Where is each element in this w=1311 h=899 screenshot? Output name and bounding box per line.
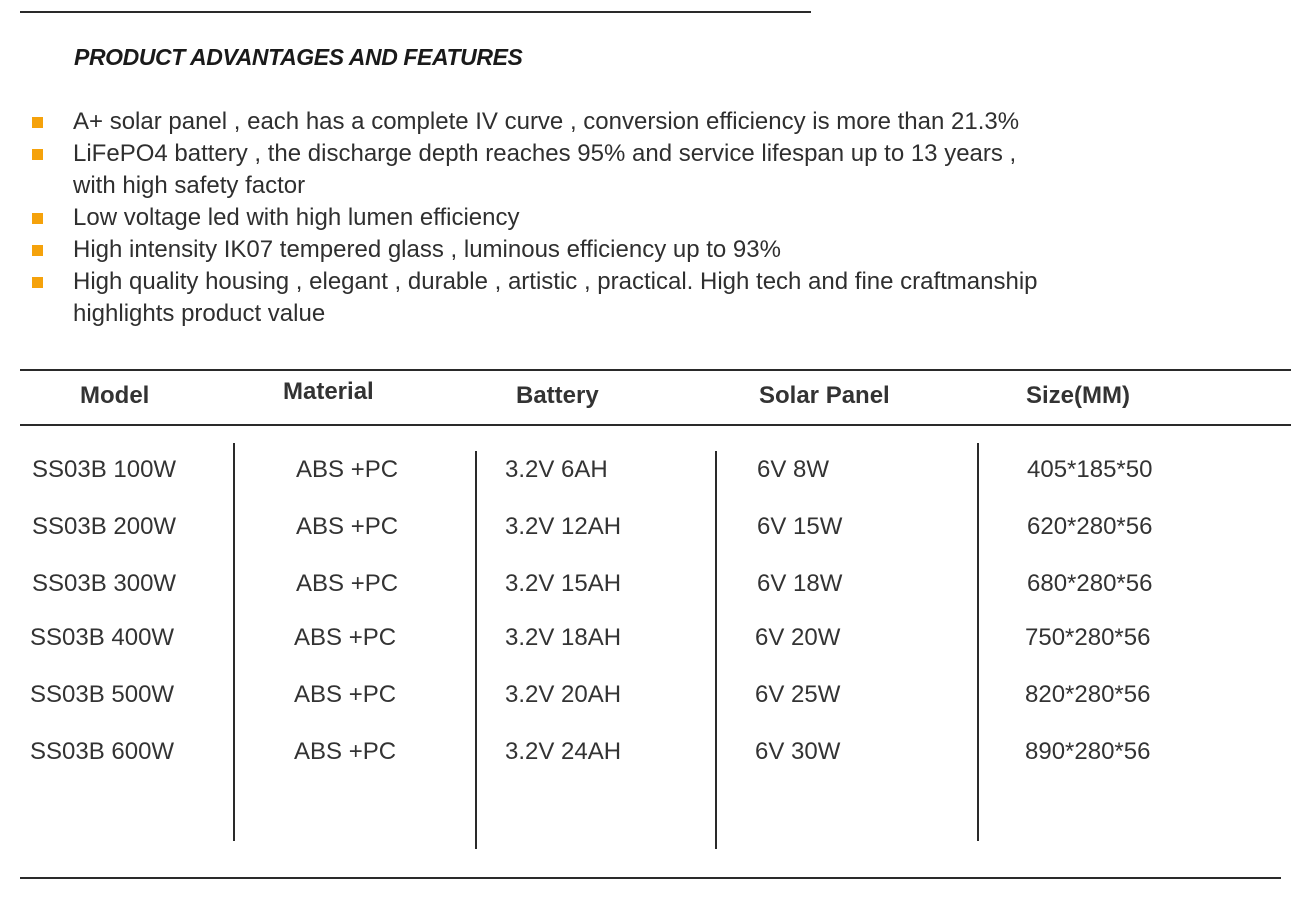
table-bottom-rule [20,877,1281,879]
table-cell-battery: 3.2V 24AH [505,738,622,765]
feature-item: LiFePO4 battery , the discharge depth reaches 95% and service lifespan up to 13 years , with high safety factor [30,138,1230,202]
header-material: Material [283,378,374,405]
top-rule [20,11,811,13]
table-cell-model: SS03B 100W [32,456,177,483]
table-cell-size: 680*280*56 [1027,570,1153,597]
header-size: Size(MM) [1026,382,1130,409]
table-top-rule [20,369,1291,371]
header-battery: Battery [516,382,599,409]
feature-item: High intensity IK07 tempered glass , luminous efficiency up to 93% [30,234,1230,266]
table-cell-battery: 3.2V 6AH [505,456,608,483]
table-cell-size: 405*185*50 [1027,456,1153,483]
column-divider [715,451,717,849]
table-cell-material: ABS +PC [294,624,397,651]
table-cell-material: ABS +PC [296,570,399,597]
table-cell-solar-panel: 6V 25W [755,681,841,708]
header-model: Model [80,382,150,409]
table-cell-battery: 3.2V 18AH [505,624,622,651]
features-list [30,106,1230,330]
table-cell-material: ABS +PC [294,738,397,765]
table-cell-model: SS03B 200W [32,513,177,540]
square-bullet-icon [32,117,43,128]
table-cell-solar-panel: 6V 8W [757,456,830,483]
table-header-rule [20,424,1291,426]
table-cell-size: 890*280*56 [1025,738,1151,765]
table-cell-solar-panel: 6V 15W [757,513,843,540]
column-divider [475,451,477,849]
column-divider [233,443,235,841]
table-cell-solar-panel: 6V 18W [757,570,843,597]
table-cell-battery: 3.2V 15AH [505,570,622,597]
table-cell-model: SS03B 400W [30,624,175,651]
table-cell-material: ABS +PC [296,513,399,540]
feature-item: Low voltage led with high lumen efficiency [30,202,1230,234]
table-cell-material: ABS +PC [296,456,399,483]
feature-item: A+ solar panel , each has a complete IV curve , conversion efficiency is more than 21.3% [30,106,1230,138]
table-cell-battery: 3.2V 20AH [505,681,622,708]
table-cell-solar-panel: 6V 30W [755,738,841,765]
square-bullet-icon [32,213,43,224]
feature-item: High quality housing , elegant , durable , artistic , practical. High tech and fine craftmanship highlights product value [30,266,1230,330]
table-cell-battery: 3.2V 12AH [505,513,622,540]
square-bullet-icon [32,245,43,256]
square-bullet-icon [32,149,43,160]
header-solar-panel: Solar Panel [759,382,890,409]
table-cell-size: 620*280*56 [1027,513,1153,540]
square-bullet-icon [32,277,43,288]
table-cell-size: 820*280*56 [1025,681,1151,708]
table-cell-model: SS03B 300W [32,570,177,597]
table-cell-material: ABS +PC [294,681,397,708]
table-cell-model: SS03B 500W [30,681,175,708]
table-cell-solar-panel: 6V 20W [755,624,841,651]
table-cell-size: 750*280*56 [1025,624,1151,651]
section-title: PRODUCT ADVANTAGES AND FEATURES [74,44,523,70]
column-divider [977,443,979,841]
table-cell-model: SS03B 600W [30,738,175,765]
